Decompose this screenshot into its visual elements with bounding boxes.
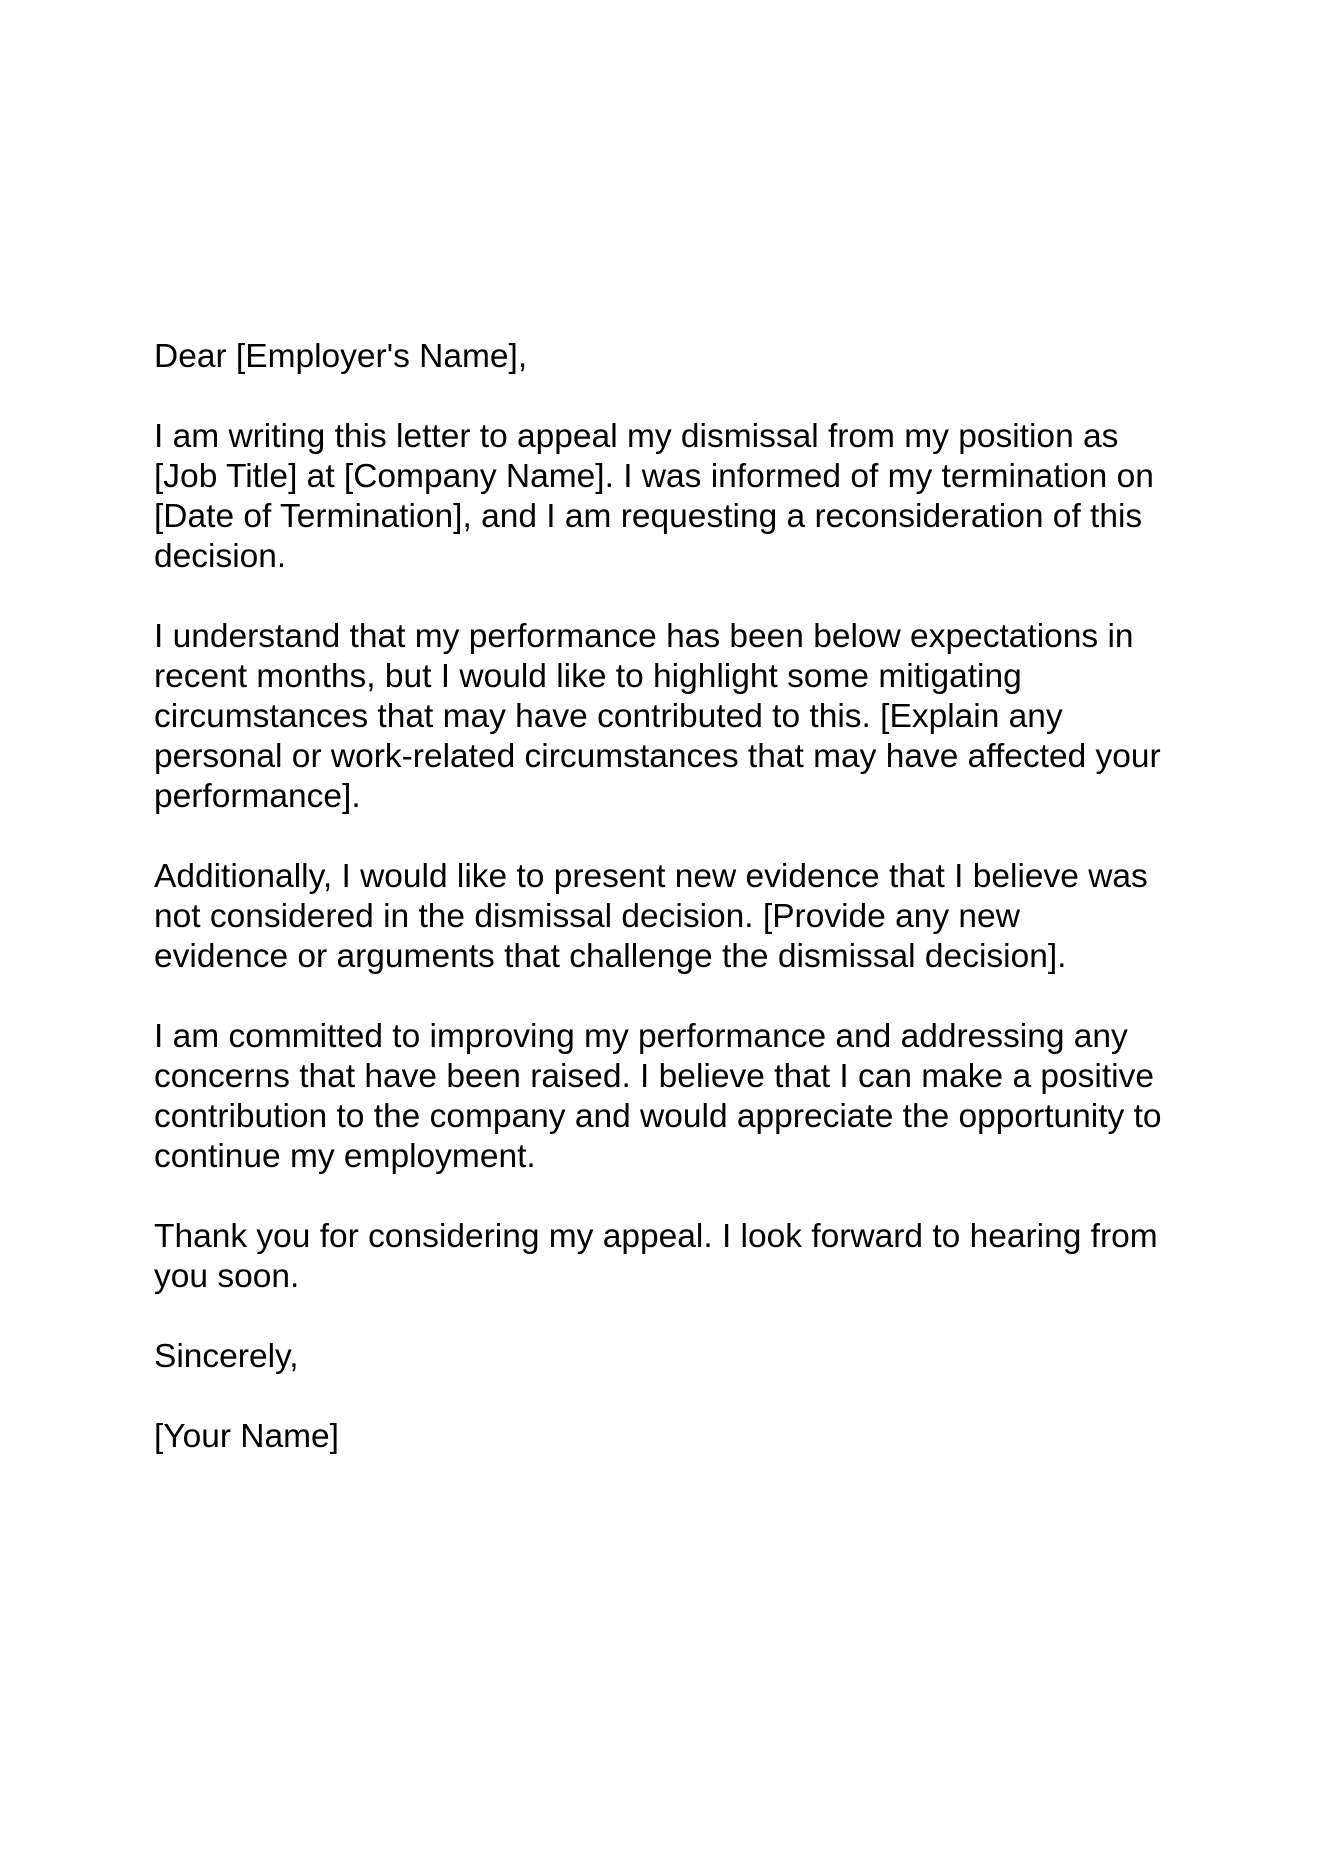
text-line: not considered in the dismissal decision. [Provide any new bbox=[154, 898, 1020, 935]
text-line: recent months, but I would like to highlight some mitigating bbox=[154, 658, 1022, 695]
paragraph-circumstances bbox=[154, 617, 1214, 817]
letter-body bbox=[154, 337, 1214, 1497]
text-line: circumstances that may have contributed to this. [Explain any bbox=[154, 698, 1063, 735]
text-line: [Date of Termination], and I am requesting a reconsideration of this bbox=[154, 498, 1143, 535]
signature: [Your Name] bbox=[154, 1418, 339, 1455]
paragraph-commitment bbox=[154, 1017, 1214, 1177]
paragraph-thanks bbox=[154, 1217, 1214, 1297]
text-line: continue my employment. bbox=[154, 1138, 536, 1175]
text-line: decision. bbox=[154, 538, 287, 575]
text-line: performance]. bbox=[154, 778, 361, 815]
text-line: [Job Title] at [Company Name]. I was informed of my termination on bbox=[154, 458, 1154, 495]
paragraph-appeal-intro bbox=[154, 417, 1214, 577]
salutation: Dear [Employer's Name], bbox=[154, 338, 528, 375]
closing-paragraph bbox=[154, 1337, 1214, 1377]
closing: Sincerely, bbox=[154, 1338, 299, 1375]
text-line: I am committed to improving my performance and addressing any bbox=[154, 1018, 1128, 1055]
text-line: evidence or arguments that challenge the dismissal decision]. bbox=[154, 938, 1067, 975]
text-line: Additionally, I would like to present new evidence that I believe was bbox=[154, 858, 1148, 895]
text-line: I understand that my performance has been below expectations in bbox=[154, 618, 1134, 655]
text-line: I am writing this letter to appeal my dismissal from my position as bbox=[154, 418, 1119, 455]
signature-paragraph bbox=[154, 1417, 1214, 1457]
text-line: Thank you for considering my appeal. I look forward to hearing from bbox=[154, 1218, 1158, 1255]
text-line: concerns that have been raised. I believe that I can make a positive bbox=[154, 1058, 1155, 1095]
salutation-paragraph bbox=[154, 337, 1214, 377]
paragraph-new-evidence bbox=[154, 857, 1214, 977]
text-line: contribution to the company and would appreciate the opportunity to bbox=[154, 1098, 1162, 1135]
text-line: personal or work-related circumstances that may have affected your bbox=[154, 738, 1161, 775]
text-line: you soon. bbox=[154, 1258, 300, 1295]
